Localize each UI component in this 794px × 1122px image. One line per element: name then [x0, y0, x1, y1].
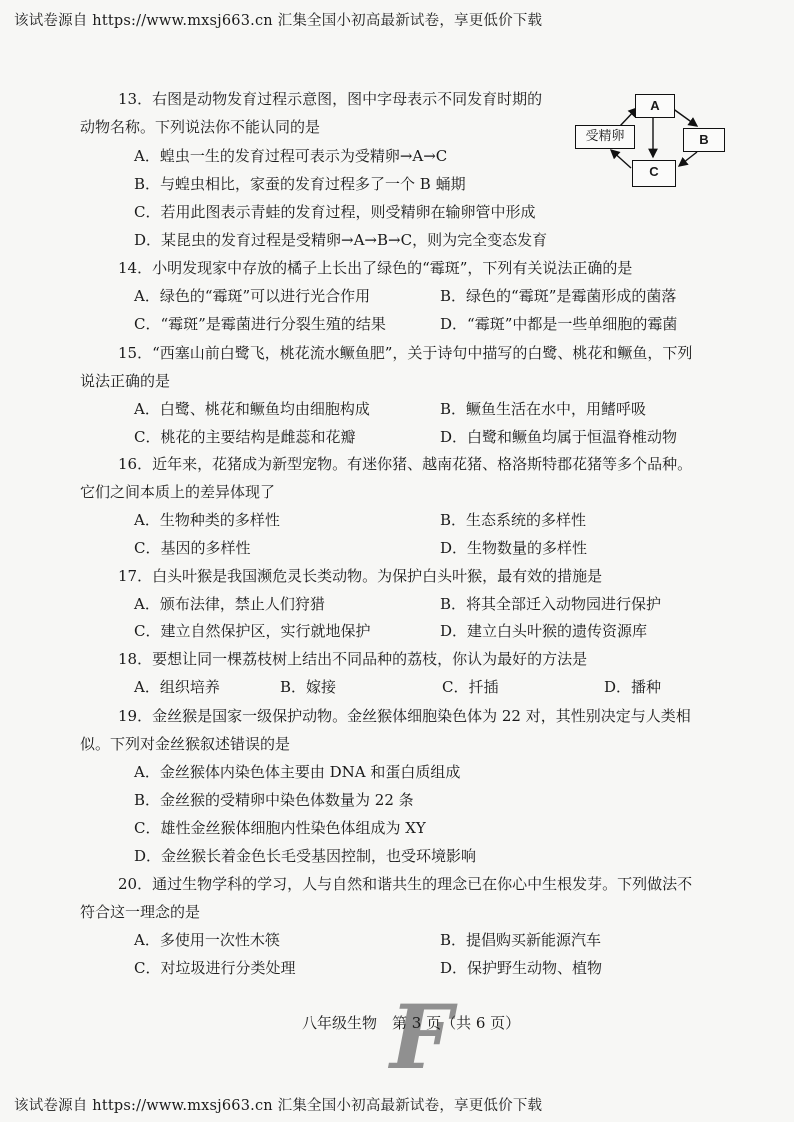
question-stem: 15．“西塞山前白鹭飞，桃花流水鳜鱼肥”，关于诗句中描写的白鹭、桃花和鳜鱼，下列	[118, 344, 693, 362]
option-c: C．若用此图表示青蛙的发育过程，则受精卵在输卵管中形成	[134, 203, 536, 221]
source-banner-bottom: 该试卷源自 https://www.mxsj663.cn 汇集全国小初高最新试卷，享更低价下载	[14, 1098, 543, 1114]
option-a: A．金丝猴体内染色体主要由 DNA 和蛋白质组成	[134, 763, 461, 781]
option-b: B．提倡购买新能源汽车	[440, 931, 602, 949]
question-stem: 17．白头叶猴是我国濒危灵长类动物。为保护白头叶猴，最有效的措施是	[118, 567, 603, 585]
arrow-c-to-egg	[611, 150, 631, 168]
option-c: C．建立自然保护区，实行就地保护	[134, 622, 371, 640]
arrow-egg-to-a	[620, 108, 637, 126]
option-d: D．生物数量的多样性	[440, 539, 588, 557]
option-c: C．雄性金丝猴体细胞内性染色体组成为 XY	[134, 819, 426, 837]
page-footer: 八年级生物 第 3 页（共 6 页）	[302, 1014, 521, 1032]
option-b: B．生态系统的多样性	[440, 511, 587, 529]
question-stem-cont: 说法正确的是	[80, 372, 171, 390]
option-a: A．颁布法律，禁止人们狩猎	[134, 595, 325, 613]
option-b: B．将其全部迁入动物园进行保护	[440, 595, 662, 613]
option-b: B．金丝猴的受精卵中染色体数量为 22 条	[134, 791, 414, 809]
question-stem: 16．近年来，花猪成为新型宠物。有迷你猪、越南花猪、格洛斯特郡花猪等多个品种。	[118, 455, 693, 473]
question-stem: 20．通过生物学科的学习，人与自然和谐共生的理念已在你心中生根发芽。下列做法不	[118, 875, 693, 893]
option-d: D．金丝猴长着金色长毛受基因控制，也受环境影响	[134, 847, 477, 865]
stage-a-box: A	[635, 94, 675, 118]
option-a: A．白鹭、桃花和鳜鱼均由细胞构成	[134, 400, 370, 418]
option-d: D．保护野生动物、植物	[440, 959, 603, 977]
option-d: D．建立白头叶猴的遗传资源库	[440, 622, 648, 640]
question-stem: 19．金丝猴是国家一级保护动物。金丝猴体细胞染色体为 22 对，其性别决定与人类相	[118, 707, 691, 725]
arrow-b-to-c	[679, 152, 697, 166]
option-c: C．桃花的主要结构是雌蕊和花瓣	[134, 428, 356, 446]
development-cycle-diagram	[575, 94, 735, 189]
stage-b-box: B	[683, 128, 725, 152]
question-stem-cont: 符合这一理念的是	[80, 903, 201, 921]
source-banner-top: 该试卷源自 https://www.mxsj663.cn 汇集全国小初高最新试卷，享更低价下载	[14, 13, 543, 29]
option-d: D．播种	[604, 678, 662, 696]
option-b: B．鳜鱼生活在水中，用鳍呼吸	[440, 400, 647, 418]
option-a: A．组织培养	[134, 678, 220, 696]
option-c: C．对垃圾进行分类处理	[134, 959, 296, 977]
stage-c-box: C	[632, 160, 676, 187]
option-b: B．绿色的“霉斑”是霉菌形成的菌落	[440, 287, 677, 305]
watermark-letter: F	[390, 985, 453, 1089]
question-stem-cont: 动物名称。下列说法你不能认同的是	[80, 118, 321, 136]
option-a: A．生物种类的多样性	[134, 511, 280, 529]
option-b: B．与蝗虫相比，家蚕的发育过程多了一个 B 蛹期	[134, 175, 466, 193]
option-a: A．多使用一次性木筷	[134, 931, 280, 949]
option-c: C．基因的多样性	[134, 539, 251, 557]
option-d: D．某昆虫的发育过程是受精卵→A→B→C，则为完全变态发育	[134, 231, 548, 249]
option-d: D．白鹭和鳜鱼均属于恒温脊椎动物	[440, 428, 678, 446]
option-d: D．“霉斑”中都是一些单细胞的霉菌	[440, 315, 678, 333]
option-a: A．绿色的“霉斑”可以进行光合作用	[134, 287, 371, 305]
question-stem: 18．要想让同一棵荔枝树上结出不同品种的荔枝，你认为最好的方法是	[118, 650, 588, 668]
option-c: C．扦插	[442, 678, 499, 696]
question-stem: 13．右图是动物发育过程示意图，图中字母表示不同发育时期的	[118, 90, 543, 108]
question-stem-cont: 它们之间本质上的差异体现了	[80, 483, 276, 501]
question-stem-cont: 似。下列对金丝猴叙述错误的是	[80, 735, 291, 753]
option-a: A．蝗虫一生的发育过程可表示为受精卵→A→C	[134, 147, 448, 165]
option-b: B．嫁接	[280, 678, 337, 696]
question-stem: 14．小明发现家中存放的橘子上长出了绿色的“霉斑”，下列有关说法正确的是	[118, 259, 633, 277]
fertilized-egg-box: 受精卵	[575, 125, 635, 149]
arrow-a-to-b	[672, 108, 697, 126]
option-c: C．“霉斑”是霉菌进行分裂生殖的结果	[134, 315, 386, 333]
